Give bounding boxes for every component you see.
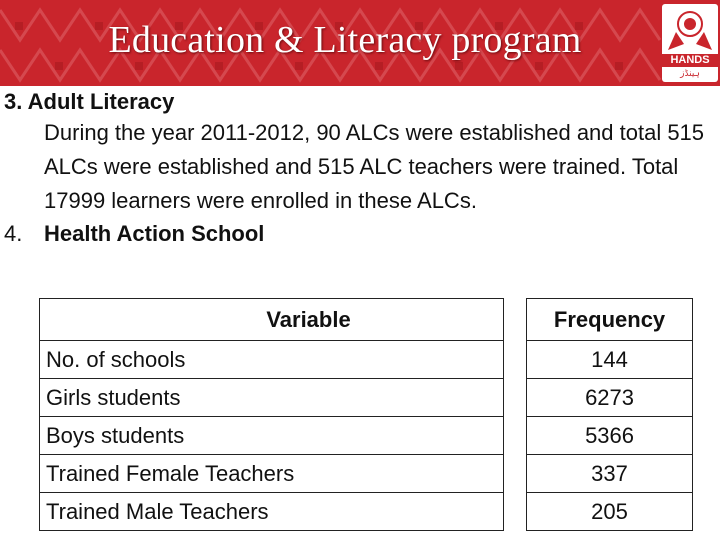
table-row [40, 341, 693, 379]
hands-logo [662, 4, 718, 82]
section-title: Health Action School [44, 221, 265, 246]
adult-literacy-paragraph: During the year 2011-2012, 90 ALCs were established and total 515 ALCs were established and 515 ALC teachers were trained. Total 17999 learners were enrolled in these ALCs. [44, 120, 705, 213]
column-gap [504, 341, 527, 379]
cell-variable: Trained Male Teachers [40, 493, 504, 531]
cell-variable: No. of schools [40, 341, 504, 379]
cell-frequency: 205 [527, 493, 693, 531]
cell-variable: Girls students [40, 379, 504, 417]
header-variable: Variable [40, 299, 504, 341]
logo-text: HANDS [662, 54, 718, 67]
cell-frequency: 337 [527, 455, 693, 493]
cell-variable: Trained Female Teachers [40, 455, 504, 493]
table-header-row [40, 299, 693, 341]
column-gap [504, 455, 527, 493]
cell-frequency: 6273 [527, 379, 693, 417]
hands-emblem-icon [662, 4, 718, 54]
logo-subtext: ہینڈز [680, 69, 700, 79]
cell-frequency: 5366 [527, 417, 693, 455]
cell-variable: Boys students [40, 417, 504, 455]
cell-frequency: 144 [527, 341, 693, 379]
table-row [40, 417, 693, 455]
column-gap [504, 417, 527, 455]
column-gap [504, 299, 527, 341]
slide-content [4, 88, 714, 248]
title-banner [0, 0, 720, 86]
table-row [40, 379, 693, 417]
table-row [40, 455, 693, 493]
section-heading-adult-literacy: 3. Adult Literacy [4, 89, 175, 114]
table-row [40, 493, 693, 531]
section-number: 4. [4, 221, 23, 246]
health-action-school-table [39, 298, 693, 531]
page-title: Education & Literacy program [108, 19, 582, 61]
column-gap [504, 493, 527, 531]
section-heading-health-action-school [4, 220, 714, 248]
header-frequency: Frequency [527, 299, 693, 341]
column-gap [504, 379, 527, 417]
